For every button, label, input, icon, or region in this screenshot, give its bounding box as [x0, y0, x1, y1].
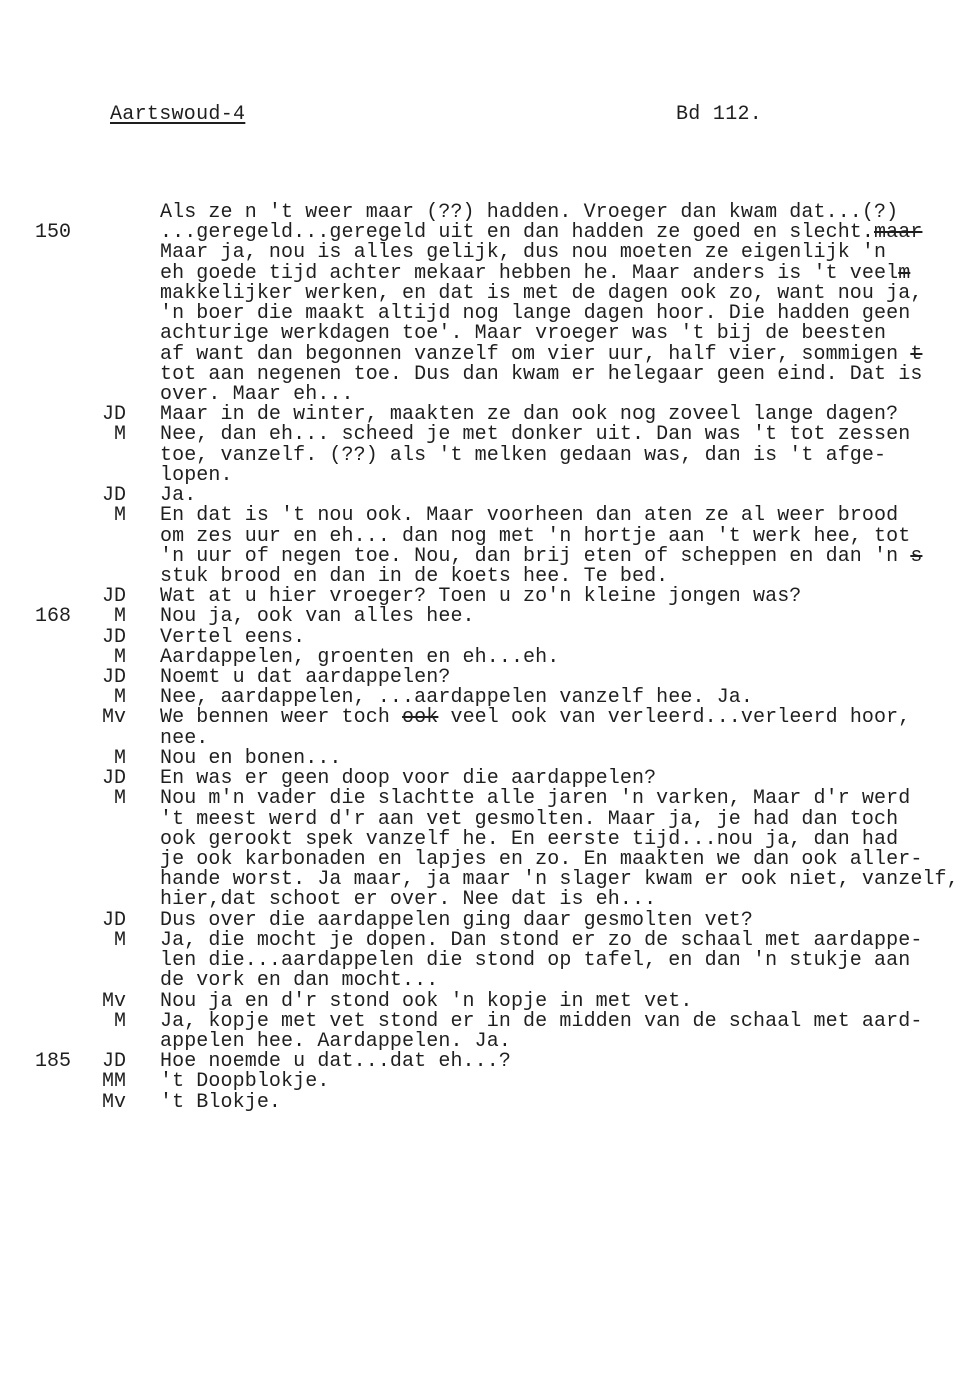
transcript-line	[0, 908, 973, 932]
struck-text: m	[898, 261, 911, 285]
transcript-line	[0, 506, 973, 526]
speaker-label: JD	[101, 908, 126, 932]
line-number: 185	[35, 1050, 72, 1074]
line-text: En was er geen doop voor die aardappelen?	[160, 767, 657, 791]
line-text-part: veel ook van verleerd...verleerd hoor,	[438, 706, 911, 730]
line-text-part: af want dan begonnen vanzelf om vier uur, half vier, sommigen	[160, 342, 911, 366]
page-reference: Bd 112.	[676, 103, 763, 126]
transcript-line	[0, 203, 973, 223]
speaker-label: JD	[101, 585, 126, 609]
transcript-line	[0, 382, 973, 406]
transcript-line	[0, 668, 973, 688]
transcript-line	[0, 708, 973, 728]
transcript-line	[0, 688, 973, 708]
speaker-label: M	[113, 928, 126, 952]
speaker-label: M	[113, 1009, 126, 1033]
line-number: 150	[35, 221, 72, 245]
speaker-label: Mv	[101, 1090, 126, 1114]
transcript-line	[0, 304, 973, 324]
speaker-label: M	[113, 605, 126, 629]
speaker-label: JD	[101, 1050, 126, 1074]
line-text	[160, 544, 923, 568]
transcript-line	[0, 928, 973, 952]
transcript-line	[0, 587, 973, 607]
line-text: Nee, aardappelen, ...aardappelen vanzelf hee. Ja.	[160, 686, 753, 710]
transcript-line	[0, 1090, 973, 1114]
transcript-line	[0, 443, 973, 467]
transcript-line	[0, 625, 973, 649]
transcript	[0, 203, 973, 1113]
transcript-line	[0, 564, 973, 588]
transcript-line	[0, 807, 973, 831]
line-text: appelen hee. Aardappelen. Ja.	[160, 1029, 511, 1053]
transcript-line	[0, 989, 973, 1013]
transcript-line	[0, 261, 973, 285]
line-text: de vork en dan mocht...	[160, 969, 439, 993]
line-text: Maar ja, nou is alles gelijk, dus nou moeten ze eigenlijk 'n	[160, 241, 887, 265]
struck-text: ook	[402, 706, 439, 730]
transcript-line	[0, 524, 973, 548]
line-text	[160, 223, 922, 243]
speaker-label: M	[113, 746, 126, 770]
line-text: 't meest werd d'r aan vet gesmolten. Maar ja, je had dan toch	[160, 807, 899, 831]
speaker-label: M	[113, 504, 126, 528]
speaker-label: JD	[101, 666, 126, 690]
struck-text: s	[910, 544, 923, 568]
line-text: je ook karbonaden en lapjes en zo. En maakten we dan ook aller-	[160, 848, 923, 871]
speaker-label: M	[113, 645, 126, 669]
line-text: En dat is 't nou ook. Maar voorheen dan aten ze al weer brood	[160, 504, 899, 528]
speaker-label: JD	[101, 484, 126, 508]
line-text: Nou ja en d'r stond ook 'n kopje in met vet.	[160, 989, 693, 1013]
speaker-label: Mv	[101, 706, 126, 730]
line-text-part: 'n uur of negen toe. Nou, dan brij eten of scheppen en dan 'n	[160, 544, 911, 568]
line-text-part: ...geregeld...geregeld uit en dan hadden ze goed en slecht.	[160, 221, 875, 245]
line-text: Vertel eens.	[160, 625, 306, 649]
transcript-line	[0, 1029, 973, 1053]
line-text: Maar in de winter, maakten ze dan ook nog zoveel lange dagen?	[160, 403, 899, 427]
speaker-label: M	[113, 686, 126, 710]
transcript-line	[0, 1052, 973, 1072]
transcript-line	[0, 870, 973, 890]
struck-text: maar	[874, 221, 923, 245]
line-text: Aardappelen, groenten en eh...eh.	[160, 645, 560, 669]
line-text: tot aan negenen toe. Dus dan kwam er helegaar geen eind. Dat is	[160, 362, 923, 386]
line-text: Noemt u dat aardappelen?	[160, 666, 451, 690]
line-text: Nou ja, ook van alles hee.	[160, 605, 475, 629]
line-text-part: eh goede tijd achter mekaar hebben he. Maar anders is 't veel	[160, 261, 899, 285]
line-text: Wat at u hier vroeger? Toen u zo'n kleine jongen was?	[160, 585, 802, 609]
transcript-line	[0, 726, 973, 750]
line-text: Ja.	[160, 484, 197, 508]
transcript-line	[0, 607, 973, 627]
line-text	[160, 261, 911, 285]
line-text: len die...aardappelen die stond op tafel, en dan 'n stukje aan	[160, 949, 911, 973]
line-text: Als ze n 't weer maar (??) hadden. Vroeger dan kwam dat...(?)	[160, 201, 899, 224]
transcript-line	[0, 223, 973, 243]
transcript-line	[0, 463, 973, 487]
document-title: Aartswoud-4	[110, 103, 246, 126]
line-text: 't Blokje.	[160, 1090, 282, 1114]
speaker-label: MM	[101, 1070, 126, 1094]
transcript-line	[0, 324, 973, 344]
struck-text: t	[910, 342, 923, 366]
line-text: over. Maar eh...	[160, 382, 354, 406]
speaker-label: M	[113, 787, 126, 811]
transcript-line	[0, 362, 973, 386]
transcript-line	[0, 1072, 973, 1092]
transcript-line	[0, 425, 973, 445]
line-text: Nou en bonen...	[160, 746, 342, 770]
line-text: Nou m'n vader die slachtte alle jaren 'n varken, Maar d'r werd	[160, 787, 911, 811]
transcript-line	[0, 342, 973, 366]
line-text-part: We bennen weer toch	[160, 706, 403, 730]
transcript-line	[0, 544, 973, 568]
transcript-line	[0, 1009, 973, 1033]
line-text: hande worst. Ja maar, ja maar 'n slager kwam er ook niet, vanzelf,	[160, 868, 959, 892]
speaker-label: JD	[101, 625, 126, 649]
line-text	[160, 342, 923, 366]
line-text: 't Doopblokje.	[160, 1070, 330, 1094]
line-text: nee.	[160, 726, 209, 750]
line-number: 168	[35, 605, 72, 629]
line-text	[160, 708, 910, 728]
speaker-label: JD	[101, 767, 126, 791]
line-text: ook gerookt spek vanzelf he. En eerste tijd...nou ja, dan had	[160, 827, 899, 851]
transcript-line	[0, 789, 973, 809]
line-text: makkelijker werken, en dat is met de dagen ook zo, want nou ja,	[160, 281, 923, 305]
transcript-line	[0, 645, 973, 669]
transcript-line	[0, 405, 973, 425]
line-text: Nee, dan eh... scheed je met donker uit. Dan was 't tot zessen	[160, 423, 911, 447]
line-text: toe, vanzelf. (??) als 't melken gedaan was, dan is 't afge-	[160, 443, 887, 467]
transcript-line	[0, 850, 973, 870]
transcript-line	[0, 769, 973, 789]
transcript-line	[0, 746, 973, 770]
line-text: Ja, kopje met vet stond er in de midden van de schaal met aard-	[160, 1009, 923, 1033]
line-text: stuk brood en dan in de koets hee. Te bed.	[160, 564, 669, 588]
line-text: achturige werkdagen toe'. Maar vroeger was 't bij de beesten	[160, 322, 887, 346]
transcript-line	[0, 243, 973, 263]
transcript-line	[0, 890, 973, 910]
line-text: om zes uur en eh... dan nog met 'n hortje aan 't werk hee, tot	[160, 524, 911, 548]
transcript-line	[0, 281, 973, 305]
speaker-label: Mv	[101, 989, 126, 1013]
line-text: Hoe noemde u dat...dat eh...?	[160, 1050, 511, 1074]
line-text: hier,dat schoot er over. Nee dat is eh...	[160, 888, 657, 912]
line-text: lopen.	[160, 463, 233, 487]
transcript-line	[0, 827, 973, 851]
line-text: Dus over die aardappelen ging daar gesmolten vet?	[160, 908, 753, 932]
transcript-line	[0, 971, 973, 991]
speaker-label: JD	[101, 403, 126, 427]
line-text: 'n boer die maakt altijd nog lange dagen hoor. Die hadden geen	[160, 302, 911, 326]
line-text: Ja, die mocht je dopen. Dan stond er zo de schaal met aardappe-	[160, 928, 923, 952]
speaker-label: M	[113, 423, 126, 447]
transcript-line	[0, 486, 973, 506]
transcript-line	[0, 951, 973, 971]
